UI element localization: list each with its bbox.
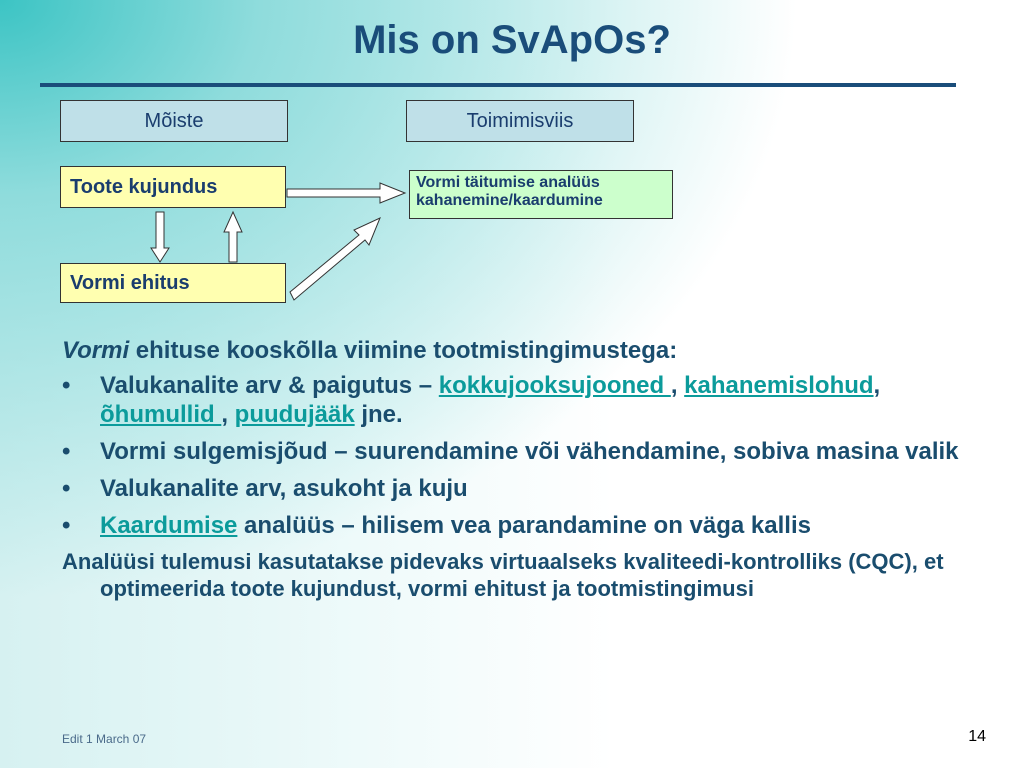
header-operation-box: Toimimisviis <box>406 100 634 142</box>
bullet-icon: • <box>62 438 71 465</box>
separator: , <box>221 401 235 428</box>
fill-analysis-line2: kahanemine/kaardumine <box>416 192 603 209</box>
lead-italic: Vormi <box>62 337 130 364</box>
bullet-text: analüüs – hilisem vea parandamine on väga kallis <box>237 512 811 539</box>
arrow-design-to-mold <box>151 212 169 262</box>
link-kaardumise[interactable]: Kaardumise <box>100 512 238 539</box>
slide-body <box>62 336 962 602</box>
bullet-text: Valukanalite arv, asukoht ja kuju <box>100 475 468 502</box>
slide-title: Mis on SvApOs? <box>353 18 671 62</box>
separator: , <box>670 372 685 399</box>
link-puudujaak[interactable]: puudujääk <box>234 401 355 428</box>
arrow-design-to-analysis <box>287 183 405 203</box>
footer-text: Edit 1 March 07 <box>62 732 147 746</box>
link-kokkujooksujooned[interactable]: kokkujooksujooned <box>438 372 671 399</box>
fill-analysis-line1: Vormi täitumise analüüs <box>416 174 600 191</box>
closing-paragraph: Analüüsi tulemusi kasutatakse pidevaks virtuaalseks kvaliteedi-kontrolliks (CQC), et optimeerida toote kujundust, vormi ehitust ja tootmistingimusi <box>62 549 944 601</box>
lead-text <box>62 336 962 365</box>
header-concept-box: Mõiste <box>60 100 288 142</box>
link-ohumullid[interactable]: õhumullid <box>100 401 222 428</box>
mold-construction-box: Vormi ehitus <box>60 263 286 303</box>
bullet-list <box>62 371 962 540</box>
link-kahanemislohud[interactable]: kahanemislohud <box>684 372 874 399</box>
bullet-text: Valukanalite arv & paigutus – <box>100 372 439 399</box>
page-number: 14 <box>968 728 986 745</box>
bullet-icon: • <box>62 372 71 399</box>
separator: , <box>873 372 881 399</box>
bullet-item <box>62 511 962 540</box>
bullet-item <box>62 474 962 503</box>
arrow-mold-to-analysis <box>290 218 380 300</box>
lead-rest: ehituse kooskõlla viimine tootmistingimustega: <box>129 337 678 364</box>
bullet-text: Vormi sulgemisjõud – suurendamine või vähendamine, sobiva masina valik <box>100 438 959 465</box>
arrow-mold-to-design <box>224 212 242 262</box>
bullet-icon: • <box>62 512 71 539</box>
bullet-icon: • <box>62 475 71 502</box>
bullet-text-end: jne. <box>354 401 403 428</box>
product-design-box: Toote kujundus <box>60 166 286 208</box>
bullet-item <box>62 371 962 429</box>
bullet-item <box>62 437 962 466</box>
